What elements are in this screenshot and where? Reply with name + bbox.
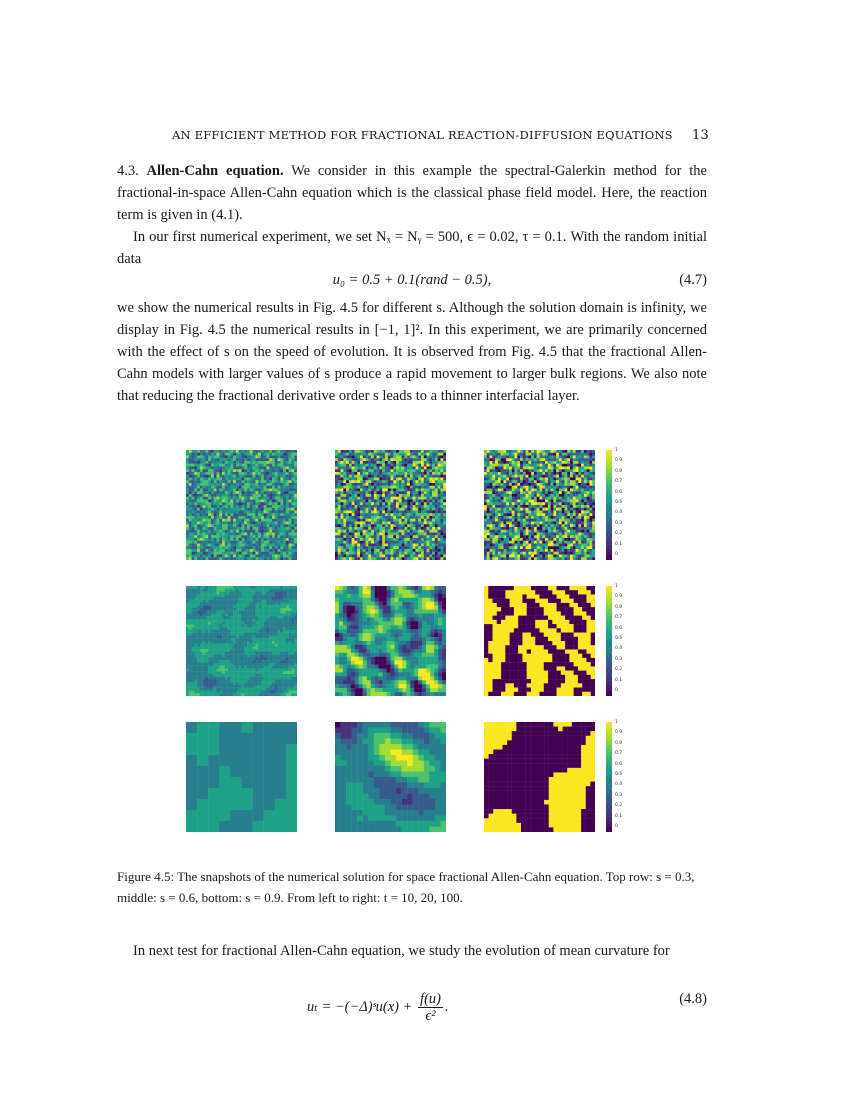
colorbar-tick-label: 0.7 — [615, 615, 623, 621]
section-intro-paragraph — [117, 160, 707, 226]
colorbar-tick-label: 0.5 — [615, 772, 623, 777]
section-intro-text: We consider in this example the spectral-Galerkin method for the fractional-in-space Allen-Cahn equation which is the classical phase field model. Here, the reaction term is given in (4.1). — [117, 163, 707, 223]
colorbar-tick-label: 0.2 — [615, 803, 623, 809]
colorbar-tick-label: 0 — [615, 688, 618, 693]
colorbar-tick-label: 0.7 — [615, 751, 623, 757]
equation-4-8-lhs: uₜ = −(−Δ)ˢu(x) + — [307, 998, 413, 1015]
colorbar-tick-label: 0.8 — [615, 468, 623, 474]
snapshot-panel-s09-t10 — [186, 722, 297, 832]
colorbar-tick-label: 0.4 — [615, 510, 623, 516]
colorbar-gradient — [606, 586, 612, 696]
snapshot-panel-s09-t20 — [335, 722, 446, 832]
experiment-text: In our first numerical experiment, we set Nₓ = Nᵧ = 500, ϵ = 0.02, τ = 0.1. With the random initial data — [117, 229, 707, 267]
equation-4-7-body: u₀ = 0.5 + 0.1(rand − 0.5), — [332, 272, 492, 288]
colorbar-tick-label: 0.9 — [615, 458, 623, 464]
section-number: 4.3. — [117, 163, 139, 179]
colorbar-tick-label: 0 — [615, 824, 618, 829]
colorbar-tick-label: 1 — [615, 448, 618, 453]
fraction-denominator: ϵ² — [425, 1008, 436, 1024]
colorbar-tick-label: 0.1 — [615, 813, 623, 819]
colorbar-tick-label: 0.5 — [615, 636, 623, 641]
colorbar-tick-label: 0.6 — [615, 489, 623, 495]
results-text: we show the numerical results in Fig. 4.5 for different s. Although the solution domain is infinity, we display in Fig. 4.5 the numerical results in [−1, 1]². In this experiment, we are primarily concerned with the effect of s on the speed of evolution. It is observed from Fig. 4.5 that the fractional Allen-Cahn models with larger values of s produce a rapid movement to larger bulk regions. We also note that reducing the fractional derivative order s leads to a thinner interfacial layer. — [117, 300, 707, 404]
equation-4-8-number: (4.8) — [679, 991, 707, 1007]
colorbar-tick-label: 0.3 — [615, 656, 623, 662]
page-number: 13 — [692, 128, 709, 143]
colorbar-gradient — [606, 450, 612, 560]
experiment-paragraph — [117, 226, 707, 270]
colorbar-tick-label: 0.8 — [615, 740, 623, 746]
colorbar-tick-label: 0.6 — [615, 625, 623, 631]
colorbar-tick-label: 0.2 — [615, 667, 623, 673]
colorbar-tick-label: 0.1 — [615, 677, 623, 683]
equation-4-7 — [117, 272, 707, 294]
figure-caption: Figure 4.5: The snapshots of the numerical solution for space fractional Allen-Cahn equation. Top row: s = 0.3, middle: s = 0.6, bottom: s = 0.9. From left to right: t = 10, 20, 100. — [117, 869, 695, 905]
snapshot-panel-s03-t100 — [484, 450, 595, 560]
figure-4-5 — [186, 450, 636, 835]
colorbar-tick-label: 0.8 — [615, 604, 623, 610]
colorbar-tick-label: 0.4 — [615, 646, 623, 652]
snapshot-panel-s09-t100 — [484, 722, 595, 832]
colorbar-tick-label: 0.7 — [615, 479, 623, 485]
colorbar-gradient — [606, 722, 612, 832]
colorbar-tick-label: 0.4 — [615, 782, 623, 788]
snapshot-panel-s03-t20 — [335, 450, 446, 560]
running-title: AN EFFICIENT METHOD FOR FRACTIONAL REACTION-DIFFUSION EQUATIONS — [172, 128, 673, 142]
equation-4-8-body — [307, 991, 449, 1024]
colorbar-tick-label: 0.3 — [615, 520, 623, 526]
equation-4-8-fraction — [418, 991, 443, 1024]
colorbar-row-1 — [606, 450, 628, 560]
colorbar-tick-label: 0.5 — [615, 500, 623, 505]
equation-4-8 — [117, 978, 707, 1024]
equation-4-7-number: (4.7) — [679, 272, 707, 288]
snapshot-panel-s03-t10 — [186, 450, 297, 560]
colorbar-tick-label: 1 — [615, 584, 618, 589]
colorbar-tick-label: 0.3 — [615, 792, 623, 798]
section-title: Allen-Cahn equation. — [146, 163, 284, 179]
snapshot-panel-s06-t100 — [484, 586, 595, 696]
colorbar-tick-label: 0 — [615, 552, 618, 557]
equation-4-8-tail: . — [444, 998, 449, 1015]
next-test-paragraph — [117, 940, 707, 962]
fraction-numerator: f(u) — [420, 991, 441, 1007]
colorbar-tick-label: 1 — [615, 720, 618, 725]
colorbar-tick-label: 0.2 — [615, 531, 623, 537]
colorbar-row-2 — [606, 586, 628, 696]
colorbar-tick-label: 0.9 — [615, 594, 623, 600]
colorbar-tick-label: 0.6 — [615, 761, 623, 767]
next-test-text: In next test for fractional Allen-Cahn equation, we study the evolution of mean curvature for — [133, 943, 670, 959]
results-paragraph — [117, 297, 707, 407]
snapshot-panel-s06-t20 — [335, 586, 446, 696]
colorbar-tick-label: 0.9 — [615, 730, 623, 736]
colorbar-tick-label: 0.1 — [615, 541, 623, 547]
colorbar-row-3 — [606, 722, 628, 832]
snapshot-panel-s06-t10 — [186, 586, 297, 696]
